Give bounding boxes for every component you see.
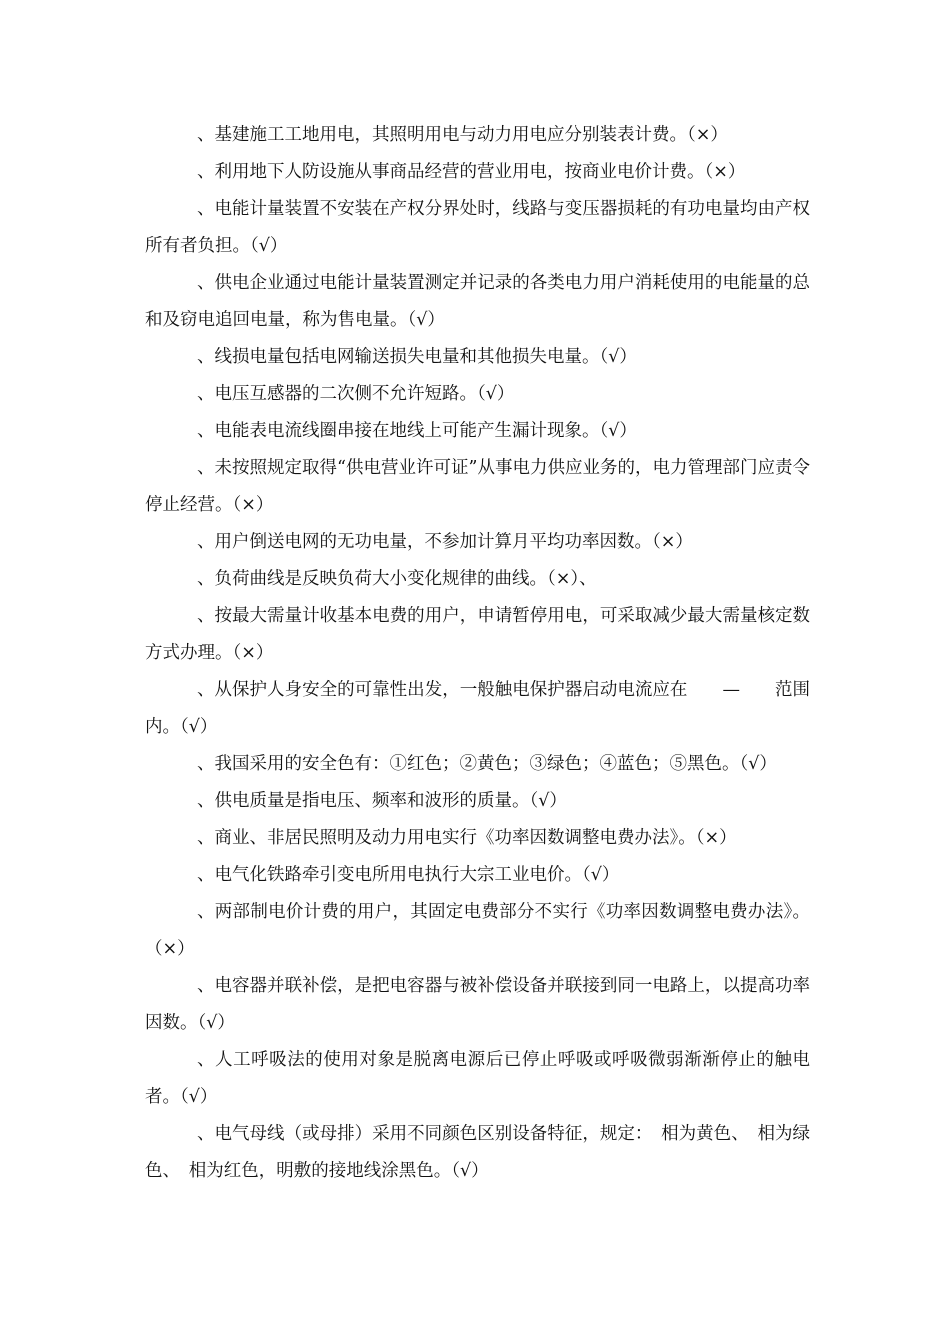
list-item: 、从保护人身安全的可靠性出发，一般触电保护器启动电流应在 — 范围内。（√） [145,680,810,737]
list-item: 、人工呼吸法的使用对象是脱离电源后已停止呼吸或呼吸微弱渐渐停止的触电者。（√） [145,1050,810,1107]
list-item: 、供电质量是指电压、频率和波形的质量。（√） [197,791,567,811]
list-item: 、电容器并联补偿，是把电容器与被补偿设备并联接到同一电路上，以提高功率因数。（√） [145,976,810,1033]
list-item: 、电压互感器的二次侧不允许短路。（√） [197,384,515,404]
list-item: 、两部制电价计费的用户，其固定电费部分不实行《功率因数调整电费办法》。（×） [145,902,810,959]
list-item: 、电气化铁路牵引变电所用电执行大宗工业电价。（√） [197,865,620,885]
list-item: 、电气母线（或母排）采用不同颜色区别设备特征，规定： 相为黄色、 相为绿色、 相为红色，明敷的接地线涂黑色。（√） [145,1124,810,1181]
list-item: 、利用地下人防设施从事商品经营的营业用电，按商业电价计费。（×） [197,162,746,182]
list-item: 、电能表电流线圈串接在地线上可能产生漏计现象。（√） [197,421,637,441]
list-item: 、基建施工工地用电，其照明用电与动力用电应分别装表计费。（×） [197,125,728,145]
list-item: 、线损电量包括电网输送损失电量和其他损失电量。（√） [197,347,637,367]
list-item: 、按最大需量计收基本电费的用户，申请暂停用电，可采取减少最大需量核定数方式办理。（×） [145,606,810,663]
list-item: 、我国采用的安全色有：①红色；②黄色；③绿色；④蓝色；⑤黑色。（√） [197,754,777,774]
list-item: 、商业、非居民照明及动力用电实行《功率因数调整电费办法》。（×） [197,828,737,848]
list-item: 、负荷曲线是反映负荷大小变化规律的曲线。（×）、 [197,569,597,589]
list-item: 、用户倒送电网的无功电量，不参加计算月平均功率因数。（×） [197,532,693,552]
list-item: 、未按照规定取得“供电营业许可证”从事电力供应业务的，电力管理部门应责令停止经营。（×） [145,458,810,515]
list-item: 、电能计量装置不安装在产权分界处时，线路与变压器损耗的有功电量均由产权所有者负担。（√） [145,199,810,256]
list-item: 、供电企业通过电能计量装置测定并记录的各类电力用户消耗使用的电能量的总和及窃电追回电量，称为售电量。（√） [145,273,810,330]
question-list [145,117,810,1190]
